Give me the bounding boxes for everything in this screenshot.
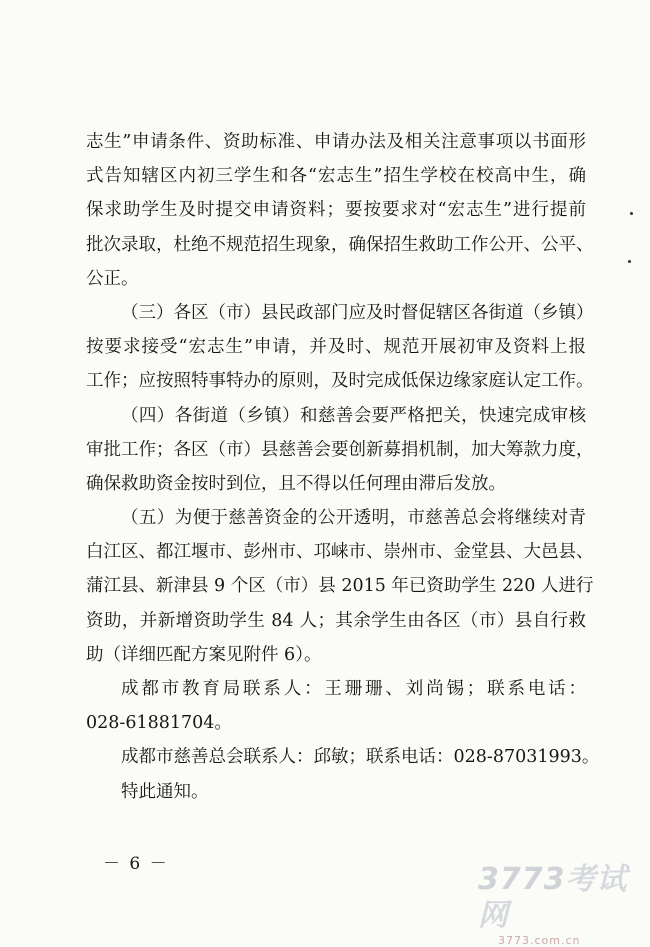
scan-speck [628, 260, 631, 263]
watermark-text: 考试网 [478, 862, 628, 933]
paragraph-line: 志生”申请条件、资助标准、申请办法及相关注意事项以书面形 [86, 132, 586, 152]
paragraph-line: 审批工作；各区（市）县慈善会要创新募捐机制，加大筹款力度， [86, 439, 594, 460]
paragraph-line: 工作；应按照特事特办的原则，及时完成低保边缘家庭认定工作。 [86, 371, 594, 392]
paragraph-line: （五）为便于慈善资金的公开透明，市慈善总会将继续对青 [121, 508, 586, 529]
paragraph-line: 公正。 [86, 268, 139, 289]
watermark-number: 3773 [478, 862, 566, 897]
paragraph-line: 按要求接受“宏志生”申请，并及时、规范开展初审及资料上报 [86, 337, 586, 358]
page-number: － 6 － [103, 854, 169, 874]
paragraph-line: 成都市教育局联系人：王珊珊、刘尚锡；联系电话： [121, 679, 586, 699]
paragraph-line: 确保救助资金按时到位，且不得以任何理由滞后发放。 [86, 473, 506, 494]
paragraph-line: 028-61881704。 [86, 713, 232, 734]
paragraph-line: 特此通知。 [121, 781, 209, 802]
watermark-logo [478, 862, 638, 947]
body-text [86, 125, 600, 809]
paragraph-line: 资助，并新增资助学生 84 人；其余学生由各区（市）县自行救 [86, 610, 586, 631]
paragraph-line: 保求助学生及时提交申请资料；要按要求对“宏志生”进行提前 [86, 200, 586, 221]
paragraph-line: 蒲江县、新津县 9 个区（市）县 2015 年已资助学生 220 人进行 [86, 576, 594, 597]
paragraph-line: 助（详细匹配方案见附件 6）。 [86, 644, 322, 665]
paragraph-line: 式告知辖区内初三学生和各“宏志生”招生学校在校高中生，确 [86, 166, 586, 187]
paragraph-line: 白江区、都江堰市、彭州市、邛崃市、崇州市、金堂县、大邑县、 [86, 542, 594, 563]
watermark-brand [478, 862, 638, 934]
paragraph-line: 成都市慈善总会联系人：邱敏；联系电话：028-87031993。 [121, 747, 600, 768]
paragraph-line: （三）各区（市）县民政部门应及时督促辖区各街道（乡镇） [121, 302, 594, 323]
scan-speck [630, 212, 633, 215]
watermark-url: 3773.com.cn [498, 934, 581, 947]
paragraph-line: （四）各街道（乡镇）和慈善会要严格把关，快速完成审核 [121, 405, 586, 426]
paragraph-line: 批次录取，杜绝不规范招生现象，确保招生救助工作公开、公平、 [86, 234, 594, 255]
